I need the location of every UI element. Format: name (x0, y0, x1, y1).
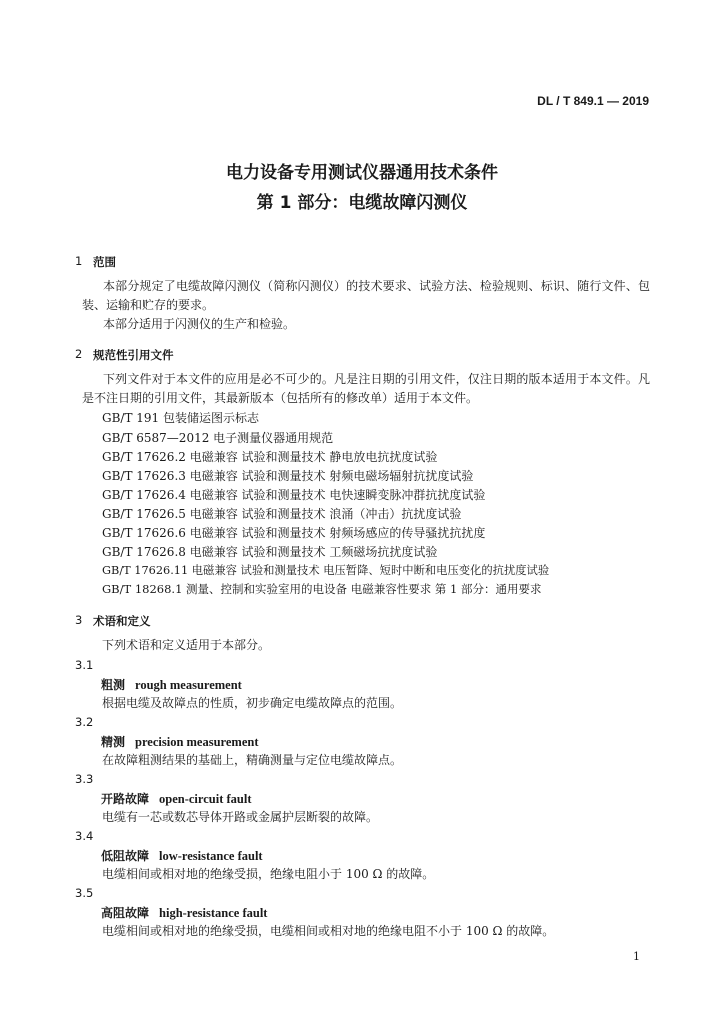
term-heading (101, 790, 251, 807)
term-number: 3.5 (75, 886, 94, 900)
section-3-number: 3 (75, 613, 83, 627)
term-en: high-resistance fault (159, 906, 268, 920)
term-en: precision measurement (135, 735, 259, 749)
reference-item: GB/T 17626.4 电磁兼容 试验和测量技术 电快速瞬变脉冲群抗扰度试验 (102, 488, 486, 502)
term-zh: 精测 (101, 735, 126, 749)
reference-item: GB/T 17626.6 电磁兼容 试验和测量技术 射频场感应的传导骚扰抗扰度 (102, 526, 486, 540)
term-zh: 开路故障 (101, 792, 150, 806)
term-heading (101, 676, 242, 693)
term-en: rough measurement (135, 678, 242, 692)
term-heading (101, 904, 267, 921)
document-subtitle: 第 1 部分：电缆故障闪测仪 (256, 193, 468, 213)
section-1-paragraph: 本部分适用于闪测仪的生产和检验。 (103, 317, 296, 331)
section-3-intro: 下列术语和定义适用于本部分。 (102, 638, 271, 652)
term-definition: 电缆有一芯或数芯导体开路或金属护层断裂的故障。 (102, 810, 379, 824)
term-en: low-resistance fault (159, 849, 263, 863)
term-heading (101, 733, 259, 750)
term-definition: 在故障粗测结果的基础上，精确测量与定位电缆故障点。 (102, 753, 403, 767)
section-1-paragraph: 本部分规定了电缆故障闪测仪（简称闪测仪）的技术要求、试验方法、检验规则、标识、随行文件、包装、运输和贮存的要求。 (82, 279, 650, 312)
reference-item: GB/T 17626.3 电磁兼容 试验和测量技术 射频电磁场辐射抗扰度试验 (102, 469, 474, 483)
term-number: 3.2 (75, 715, 94, 729)
reference-item: GB/T 17626.11 电磁兼容 试验和测量技术 电压暂降、短时中断和电压变化的抗扰度试验 (102, 564, 550, 577)
section-2-intro: 下列文件对于本文件的应用是必不可少的。凡是注日期的引用文件，仅注日期的版本适用于本文件。凡是不注日期的引用文件，其最新版本（包括所有的修改单）适用于本文件。 (82, 372, 650, 405)
term-zh: 低阻故障 (101, 849, 150, 863)
reference-item: GB/T 17626.2 电磁兼容 试验和测量技术 静电放电抗扰度试验 (102, 450, 438, 464)
reference-item: GB/T 18268.1 测量、控制和实验室用的电设备 电磁兼容性要求 第 1 部分：通用要求 (102, 582, 542, 596)
document-title: 电力设备专用测试仪器通用技术条件 (226, 163, 498, 183)
term-number: 3.4 (75, 829, 94, 843)
section-1-number: 1 (75, 254, 83, 268)
term-en: open-circuit fault (159, 792, 252, 806)
term-definition: 电缆相间或相对地的绝缘受损，电缆相间或相对地的绝缘电阻不小于 100 Ω 的故障。 (102, 924, 555, 938)
reference-item: GB/T 17626.8 电磁兼容 试验和测量技术 工频磁场抗扰度试验 (102, 545, 438, 559)
term-heading (101, 847, 263, 864)
term-zh: 粗测 (101, 678, 126, 692)
term-definition: 根据电缆及故障点的性质，初步确定电缆故障点的范围。 (102, 696, 403, 710)
term-definition: 电缆相间或相对地的绝缘受损，绝缘电阻小于 100 Ω 的故障。 (102, 867, 435, 881)
term-number: 3.3 (75, 772, 94, 786)
term-zh: 高阻故障 (101, 906, 150, 920)
section-3-title: 术语和定义 (93, 614, 151, 628)
section-2-title: 规范性引用文件 (93, 348, 174, 362)
reference-item: GB/T 17626.5 电磁兼容 试验和测量技术 浪涌（冲击）抗扰度试验 (102, 507, 462, 521)
reference-item: GB/T 6587—2012 电子测量仪器通用规范 (102, 431, 334, 445)
term-number: 3.1 (75, 658, 94, 672)
page-number: 1 (633, 950, 640, 963)
section-1-title: 范围 (93, 255, 116, 269)
section-2-number: 2 (75, 347, 83, 361)
document-code: DL / T 849.1 — 2019 (537, 94, 649, 108)
reference-item: GB/T 191 包装储运图示标志 (102, 411, 259, 425)
